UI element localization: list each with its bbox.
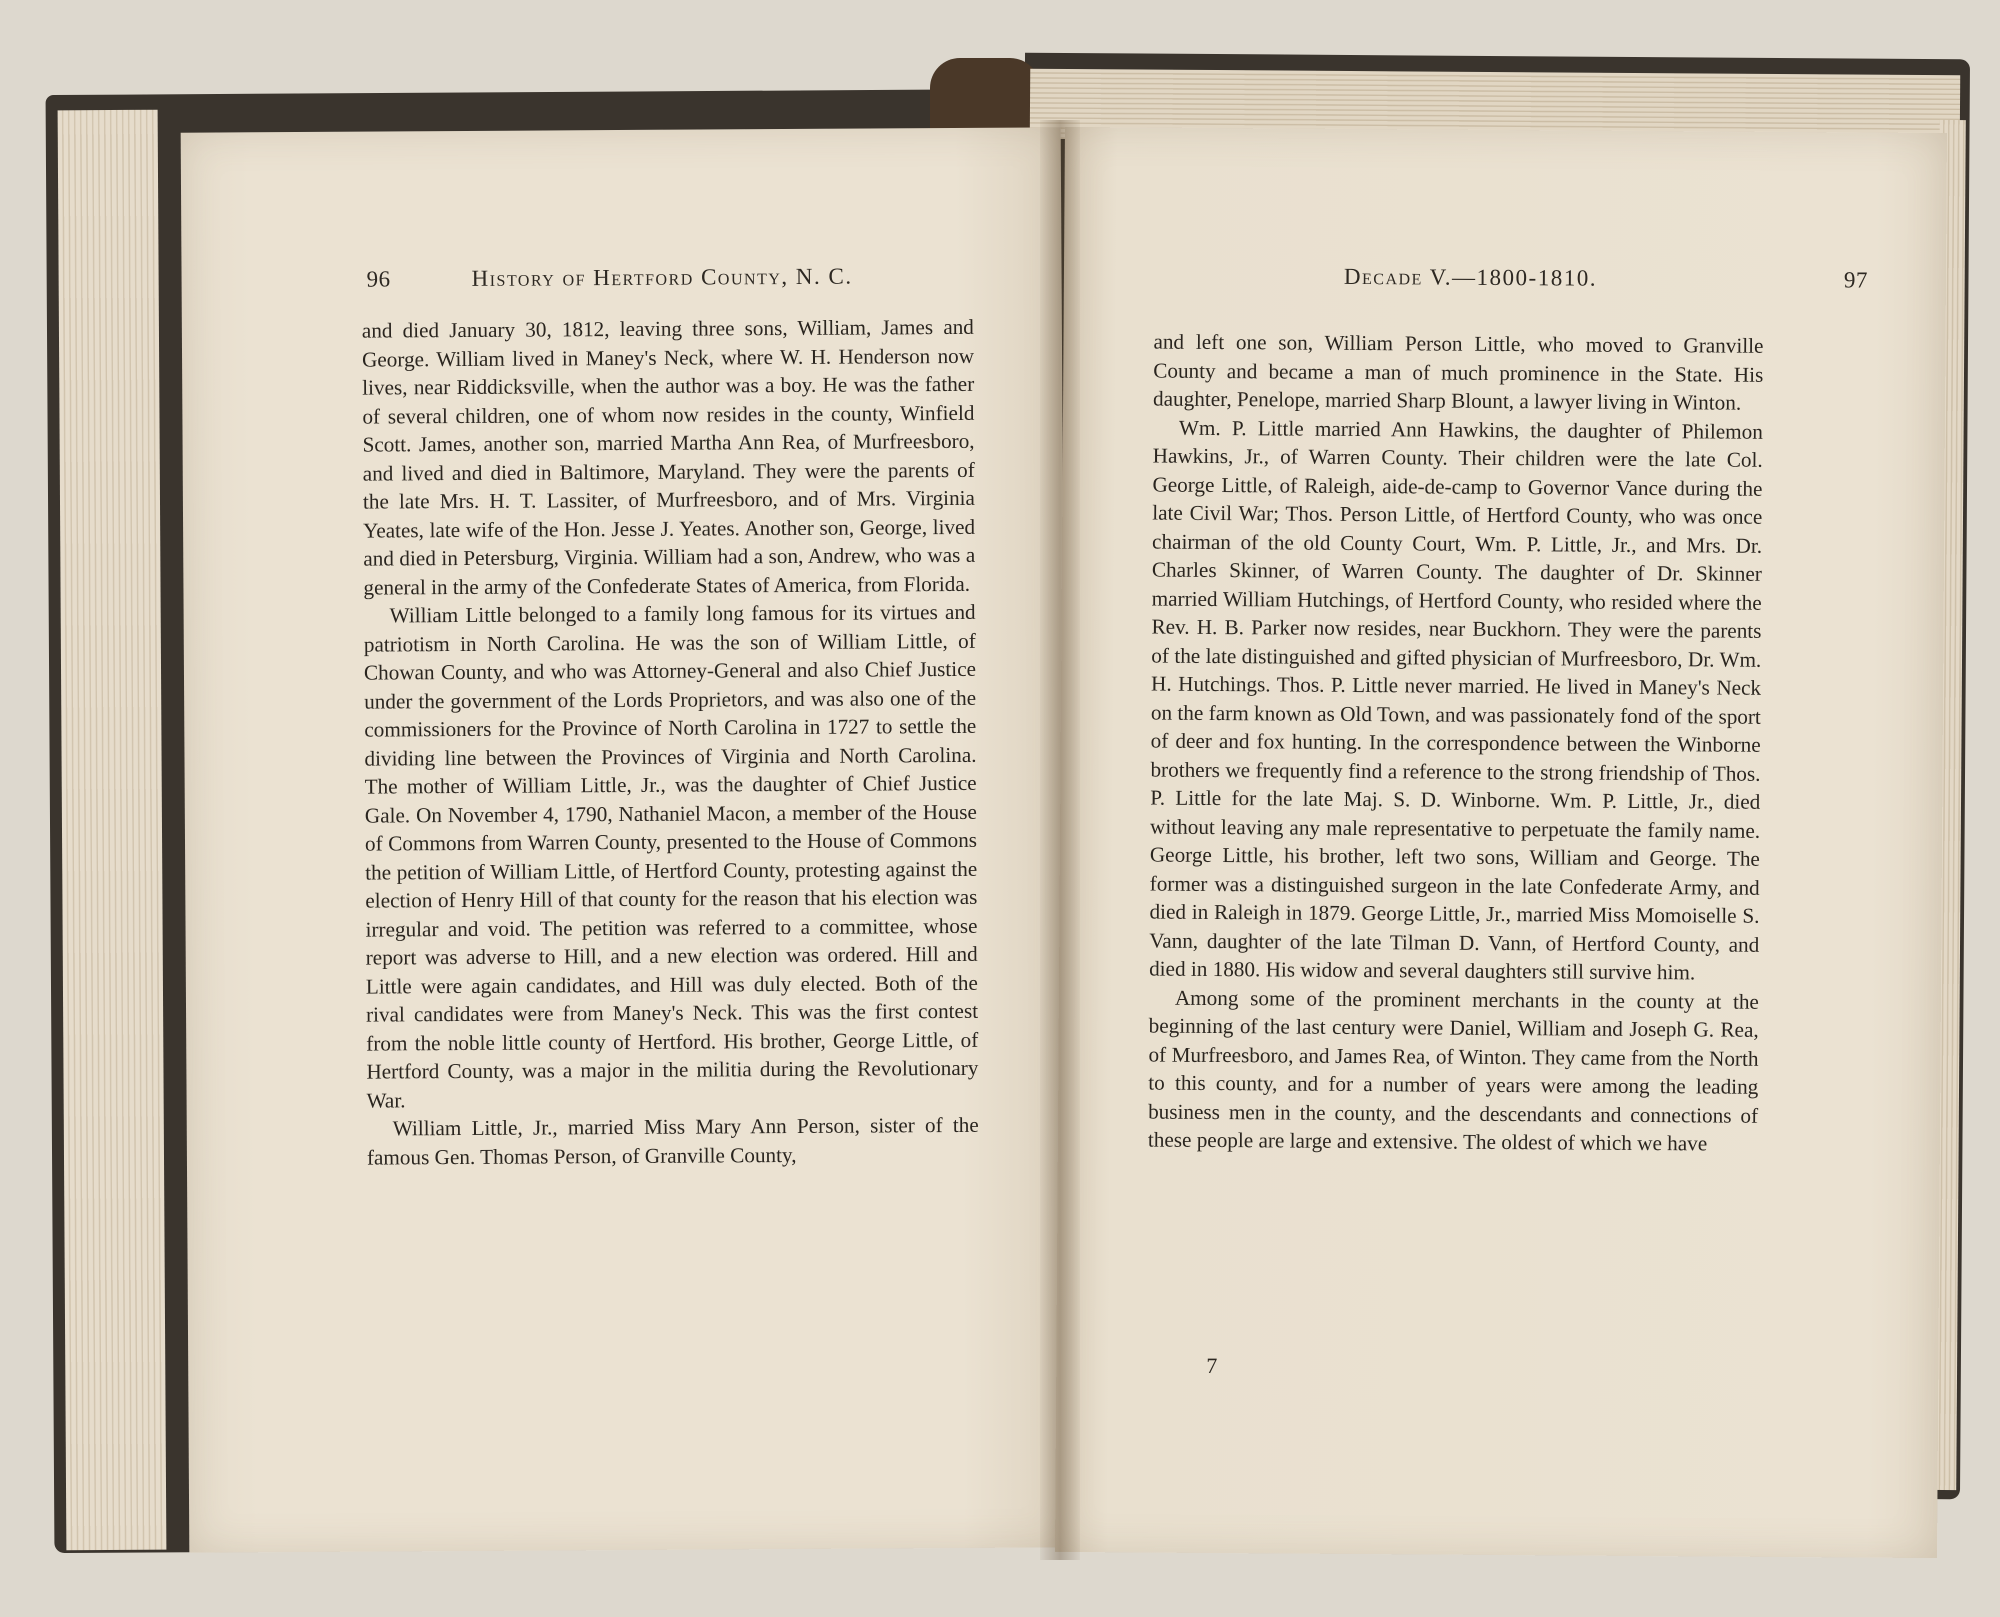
right-page <box>1055 127 1947 1558</box>
book-gutter <box>1040 120 1080 1560</box>
book-spine <box>930 58 1040 130</box>
left-running-head: History of Hertford County, N. C. <box>471 263 853 291</box>
right-page-text <box>1148 328 1764 1159</box>
left-paragraph-3: William Little, Jr., married Miss Mary Ann Person, sister of the famous Gen. Thomas Person, of Granville County, <box>366 1112 979 1170</box>
right-paragraph-3: Among some of the prominent merchants in the county at the beginning of the last century were Daniel, William and Joseph G. Rea, of Murfreesboro, and James Rea, of Winton. They came from the North to this county, and for a number of years were among the leading business men in the county, and the descendants and connections of these people are large and extensive. The oldest of which we have <box>1147 985 1759 1156</box>
right-page-number: 97 <box>1843 267 1869 293</box>
left-paragraph-1: and died January 30, 1812, leaving three sons, William, James and George. William lived in Maney's Neck, where W. H. Henderson now lives, near Riddicksville, when the author was a boy. He was the father of several children, one of whom now resides in the county, Winfield Scott. James, another son, married Martha Ann Rea, of Murfreesboro, and lived and died in Baltimore, Maryland. They were the parents of the late Mrs. H. T. Lassiter, of Murfreesboro, and of Mrs. Virginia Yeates, late wife of the Hon. Jesse J. Yeates. Another son, George, lived and died in Petersburg, Virginia. William had a son, Andrew, who was a general in the army of the Confederate States of America, from Florida. <box>361 314 976 600</box>
right-paragraph-1: and left one son, William Person Little, who moved to Granville County and became a man of much prominence in the State. His daughter, Penelope, married Sharp Blount, a lawyer living in Winton. <box>1153 329 1764 415</box>
left-page <box>181 127 1070 1552</box>
left-paragraph-2: William Little belonged to a family long famous for its virtues and patriotism in North Carolina. He was the son of William Little, of Chowan County, and who was Attorney-General and also Chief Justice under the government of the Lords Proprietors, and was also one of the commissioners for the Province of North Carolina in 1727 to settle the dividing line between the Provinces of Virginia and North Carolina. The mother of William Little, Jr., was the daughter of Chief Justice Gale. On November 4, 1790, Nathaniel Macon, a member of the House of Commons from Warren County, presented to the House of Commons the petition of William Little, of Hertford County, protesting against the election of Henry Hill of that county for the reason that his election was irregular and void. The petition was referred to a committee, whose report was adverse to Hill, and a new election was ordered. Hill and Little were again candidates, and Hill was duly elected. Both of the rival candidates were from Maney's Neck. This was the first contest from the noble little county of Hertford. His brother, George Little, of Hertford County, was a major in the militia during the Revolutionary War. <box>363 599 979 1113</box>
right-paragraph-2: Wm. P. Little married Ann Hawkins, the daughter of Philemon Hawkins, Jr., of Warren County. Their children were the late Col. George Little, of Raleigh, aide-de-camp to Governor Vance during the late Civil War; Thos. Person Little, of Hertford County, who was once chairman of the old County Court, Wm. P. Little, Jr., and Mrs. Dr. Charles Skinner, of Warren County. The daughter of Dr. Skinner married William Hutchings, of Hertford County, who resided where the Rev. H. B. Parker now resides, near Buckhorn. They were the parents of the late distinguished and gifted physician of Murfreesboro, Dr. Wm. H. Hutchings. Thos. P. Little never married. He lived in Maney's Neck on the farm known as Old Town, and was passionately fond of the sport of deer and fox hunting. In the correspondence between the Winborne brothers we frequently find a reference to the strong friendship of Thos. P. Little for the late Maj. S. D. Winborne. Wm. P. Little, Jr., died without leaving any male representative to perpetuate the family name. George Little, his brother, left two sons, William and George. The former was a distinguished surgeon in the late Confederate Army, and died in Raleigh in 1879. George Little, Jr., married Miss Momoiselle S. Vann, daughter of the late Tilman D. Vann, of Hertford County, and died in 1880. His widow and several daughters still survive him. <box>1149 415 1763 985</box>
page-edges-left <box>58 110 167 1551</box>
signature-mark: 7 <box>1206 1352 1218 1379</box>
left-page-text <box>362 313 979 1172</box>
left-page-number: 96 <box>366 266 391 292</box>
right-running-head: Decade V.—1800-1810. <box>1343 263 1598 291</box>
